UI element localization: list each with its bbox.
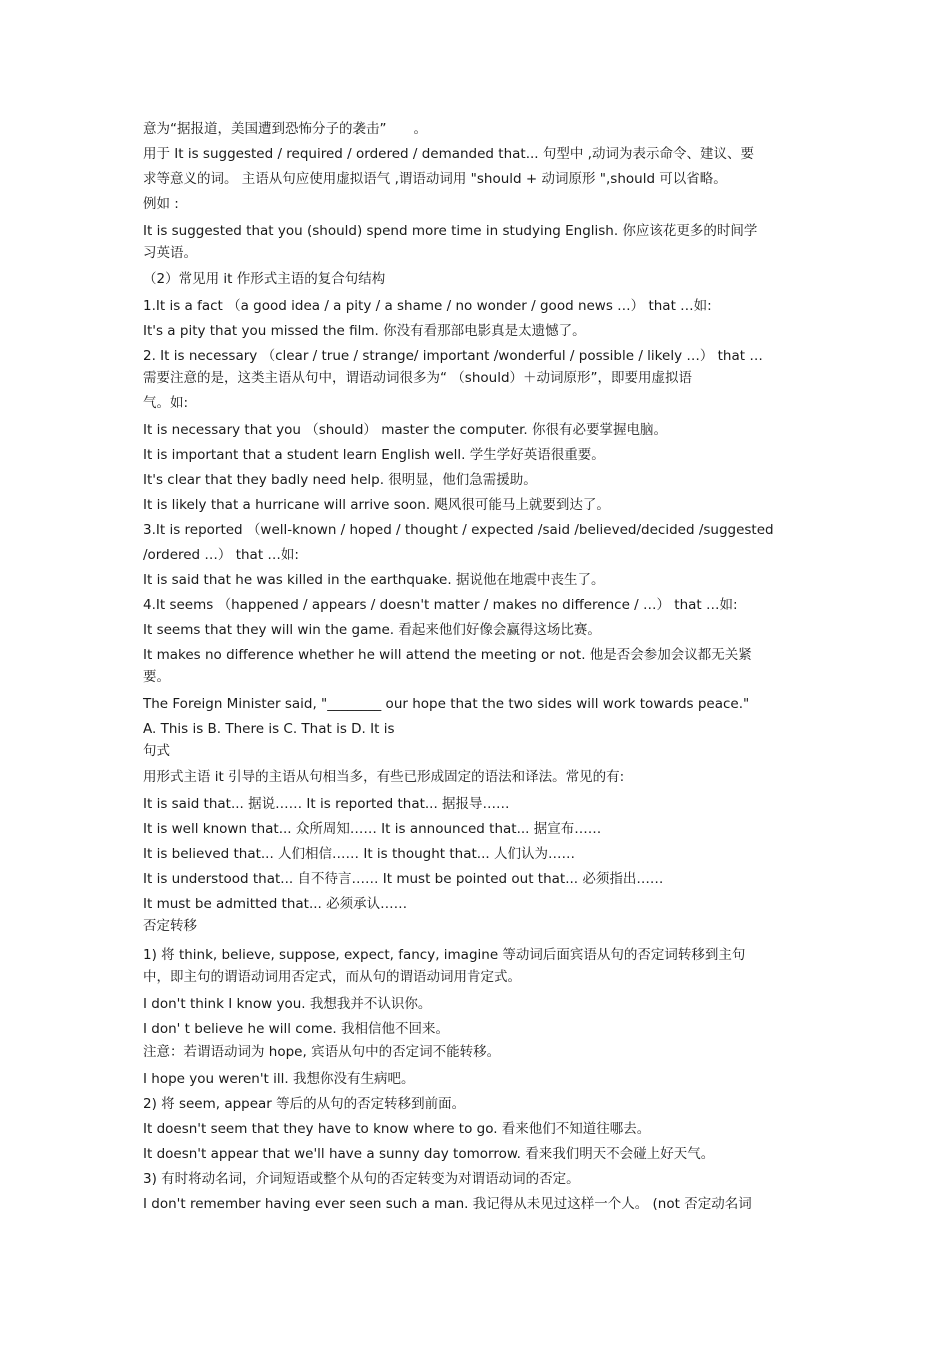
section-heading: 句式 (143, 743, 170, 759)
text-line: It is suggested that you (should) spend more time in studying English. 你应该花更多的时间学 (143, 223, 758, 239)
text-line: It is said that he was killed in the earthquake. 据说他在地震中丧生了。 (143, 572, 605, 588)
text-line: 意为“据报道，美国遭到恐怖分子的袭击” 。 (143, 121, 427, 137)
text-line: 注意：若谓语动词为 hope, 宾语从句中的否定词不能转移。 (143, 1044, 501, 1060)
text-line: 中，即主句的谓语动词用否定式，而从句的谓语动词用肯定式。 (143, 969, 521, 985)
text-line: It must be admitted that... 必须承认…… (143, 896, 408, 912)
text-line: 用于 It is suggested / required / ordered / demanded that... 句型中 ,动词为表示命令、建议、要 (143, 146, 754, 162)
text-line: 4.It seems （happened / appears / doesn't matter / makes no difference / …） that …如: (143, 597, 738, 613)
text-line: It is said that... 据说…… It is reported that... 据报导…… (143, 796, 510, 812)
text-line: It seems that they will win the game. 看起来他们好像会赢得这场比赛。 (143, 622, 601, 638)
text-line: 1.It is a fact （a good idea / a pity / a shame / no wonder / good news …） that …如: (143, 298, 712, 314)
section-heading: 否定转移 (143, 918, 197, 934)
text-line: It's a pity that you missed the film. 你没有看那部电影真是太遗憾了。 (143, 323, 586, 339)
text-line: /ordered …） that …如: (143, 547, 299, 563)
text-line: A. This is B. There is C. That is D. It is (143, 721, 395, 737)
text-line: It is important that a student learn English well. 学生学好英语很重要。 (143, 447, 605, 463)
text-line: 例如 : (143, 196, 179, 212)
text-line: It is necessary that you （should） master the computer. 你很有必要掌握电脑。 (143, 422, 668, 438)
text-line: 2) 将 seem, appear 等后的从句的否定转移到前面。 (143, 1096, 466, 1112)
text-line: 3) 有时将动名词，介词短语或整个从句的否定转变为对谓语动词的否定。 (143, 1171, 580, 1187)
text-line: It doesn't appear that we'll have a sunny day tomorrow. 看来我们明天不会碰上好天气。 (143, 1146, 715, 1162)
text-line: 1) 将 think, believe, suppose, expect, fancy, imagine 等动词后面宾语从句的否定词转移到主句 (143, 947, 746, 963)
text-line: 要。 (143, 669, 170, 685)
text-line: 用形式主语 it 引导的主语从句相当多，有些已形成固定的语法和译法。常见的有: (143, 769, 625, 785)
text-line: I hope you weren't ill. 我想你没有生病吧。 (143, 1071, 415, 1087)
text-line: It is well known that... 众所周知…… It is announced that... 据宣布…… (143, 821, 602, 837)
text-line: 2. It is necessary （clear / true / strange/ important /wonderful / possible / likely …） that … (143, 348, 763, 364)
text-line: 气。如: (143, 395, 189, 411)
text-line: It is believed that... 人们相信…… It is thought that... 人们认为…… (143, 846, 575, 862)
text-line: The Foreign Minister said, "________ our hope that the two sides will work towards peace." (143, 696, 750, 712)
text-line: 习英语。 (143, 245, 197, 261)
text-line: 3.It is reported （well-known / hoped / thought / expected /said /believed/decided /suggested (143, 522, 774, 538)
section-heading: （2）常见用 it 作形式主语的复合句结构 (143, 271, 386, 287)
text-line: 需要注意的是，这类主语从句中，谓语动词很多为“ （should）＋动词原形”，即要用虚拟语 (143, 370, 693, 386)
text-line: I don' t believe he will come. 我相信他不回来。 (143, 1021, 449, 1037)
text-line: It's clear that they badly need help. 很明显，他们急需援助。 (143, 472, 537, 488)
text-line: I don't think I know you. 我想我并不认识你。 (143, 996, 432, 1012)
text-line: I don't remember having ever seen such a man. 我记得从未见过这样一个人。 (not 否定动名词 (143, 1196, 752, 1212)
text-line: It doesn't seem that they have to know where to go. 看来他们不知道往哪去。 (143, 1121, 651, 1137)
text-line: It is understood that... 自不待言…… It must be pointed out that... 必须指出…… (143, 871, 664, 887)
text-line: It makes no difference whether he will attend the meeting or not. 他是否会参加会议都无关紧 (143, 647, 752, 663)
text-line: 求等意义的词。 主语从句应使用虚拟语气 ,谓语动词用 "should + 动词原形 ",should 可以省略。 (143, 171, 727, 187)
text-line: It is likely that a hurricane will arrive soon. 飓风很可能马上就要到达了。 (143, 497, 610, 513)
